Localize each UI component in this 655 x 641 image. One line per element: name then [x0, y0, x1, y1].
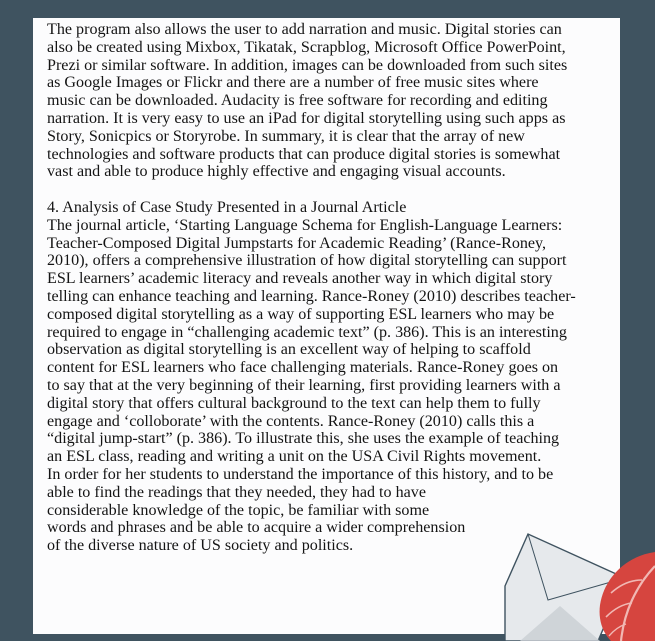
paragraph-line: able to find the readings that they needed, they had to have: [47, 483, 426, 501]
document-body: [47, 21, 619, 555]
paragraph-line: The journal article, ‘Starting Language Schema for English-Language Learners:: [47, 216, 563, 234]
paragraph-line: narration. It is very easy to use an iPad for digital storytelling using such apps as: [47, 109, 566, 127]
paragraph-line: Teacher-Composed Digital Jumpstarts for Academic Reading’ (Rance-Roney,: [47, 234, 547, 252]
paragraph-line: of the diverse nature of US society and politics.: [47, 537, 354, 555]
paragraph-line: “digital jump-start” (p. 386). To illustrate this, she uses the example of teaching: [47, 430, 560, 448]
leaf-vein-line: [621, 566, 655, 641]
paragraph-line: words and phrases and be able to acquire a wider comprehension: [47, 519, 466, 537]
paragraph-gap: [47, 181, 619, 199]
paragraph-line: The program also allows the user to add narration and music. Digital stories can: [47, 21, 562, 38]
paragraph-line: music can be downloaded. Audacity is free software for recording and editing: [47, 92, 548, 110]
paragraph-line: as Google Images or Flickr and there are a number of free music sites where: [47, 74, 539, 92]
paragraph-line: technologies and software products that can produce digital stories is somewhat: [47, 145, 561, 163]
paragraph-line: observation as digital storytelling is an excellent way of helping to scaffold: [47, 341, 531, 359]
paragraph-line: considerable knowledge of the topic, be familiar with some: [47, 501, 430, 519]
paragraph-line: In order for her students to understand the importance of this history, and to be: [47, 465, 554, 483]
paragraph-line: an ESL class, reading and writing a unit on the USA Civil Rights movement.: [47, 448, 542, 466]
paragraph-line: Story, Sonicpics or Storyrobe. In summary, it is clear that the array of new: [47, 127, 525, 145]
paragraph-line: ESL learners’ academic literacy and reveals another way in which digital story: [47, 270, 553, 288]
document-page: [33, 18, 620, 634]
paragraph-line: vast and able to produce highly effective and engaging visual accounts.: [47, 163, 506, 181]
paragraph-line: digital story that offers cultural background to the text can help them to fully: [47, 394, 541, 412]
paragraph-line: required to engage in “challenging academic text” (p. 386). This is an interesting: [47, 323, 567, 341]
paragraph-line: to say that at the very beginning of their learning, first providing learners with a: [47, 376, 561, 394]
paragraph-line: also be created using Mixbox, Tikatak, Scrapblog, Microsoft Office PowerPoint,: [47, 38, 566, 56]
paragraph-line: composed digital storytelling as a way of supporting ESL learners who may be: [47, 305, 555, 323]
paragraph-line: engage and ‘colloborate’ with the contents. Rance-Roney (2010) calls this a: [47, 412, 535, 430]
paragraph-line: Prezi or similar software. In addition, images can be downloaded from such sites: [47, 56, 568, 74]
paragraph-line: 2010), offers a comprehensive illustration of how digital storytelling can support: [47, 252, 567, 270]
paragraph-line: content for ESL learners who face challenging materials. Rance-Roney goes on: [47, 359, 559, 377]
section-heading: 4. Analysis of Case Study Presented in a Journal Article: [47, 198, 407, 216]
paragraph-line: telling can enhance teaching and learning. Rance-Roney (2010) describes teacher-: [47, 287, 576, 305]
